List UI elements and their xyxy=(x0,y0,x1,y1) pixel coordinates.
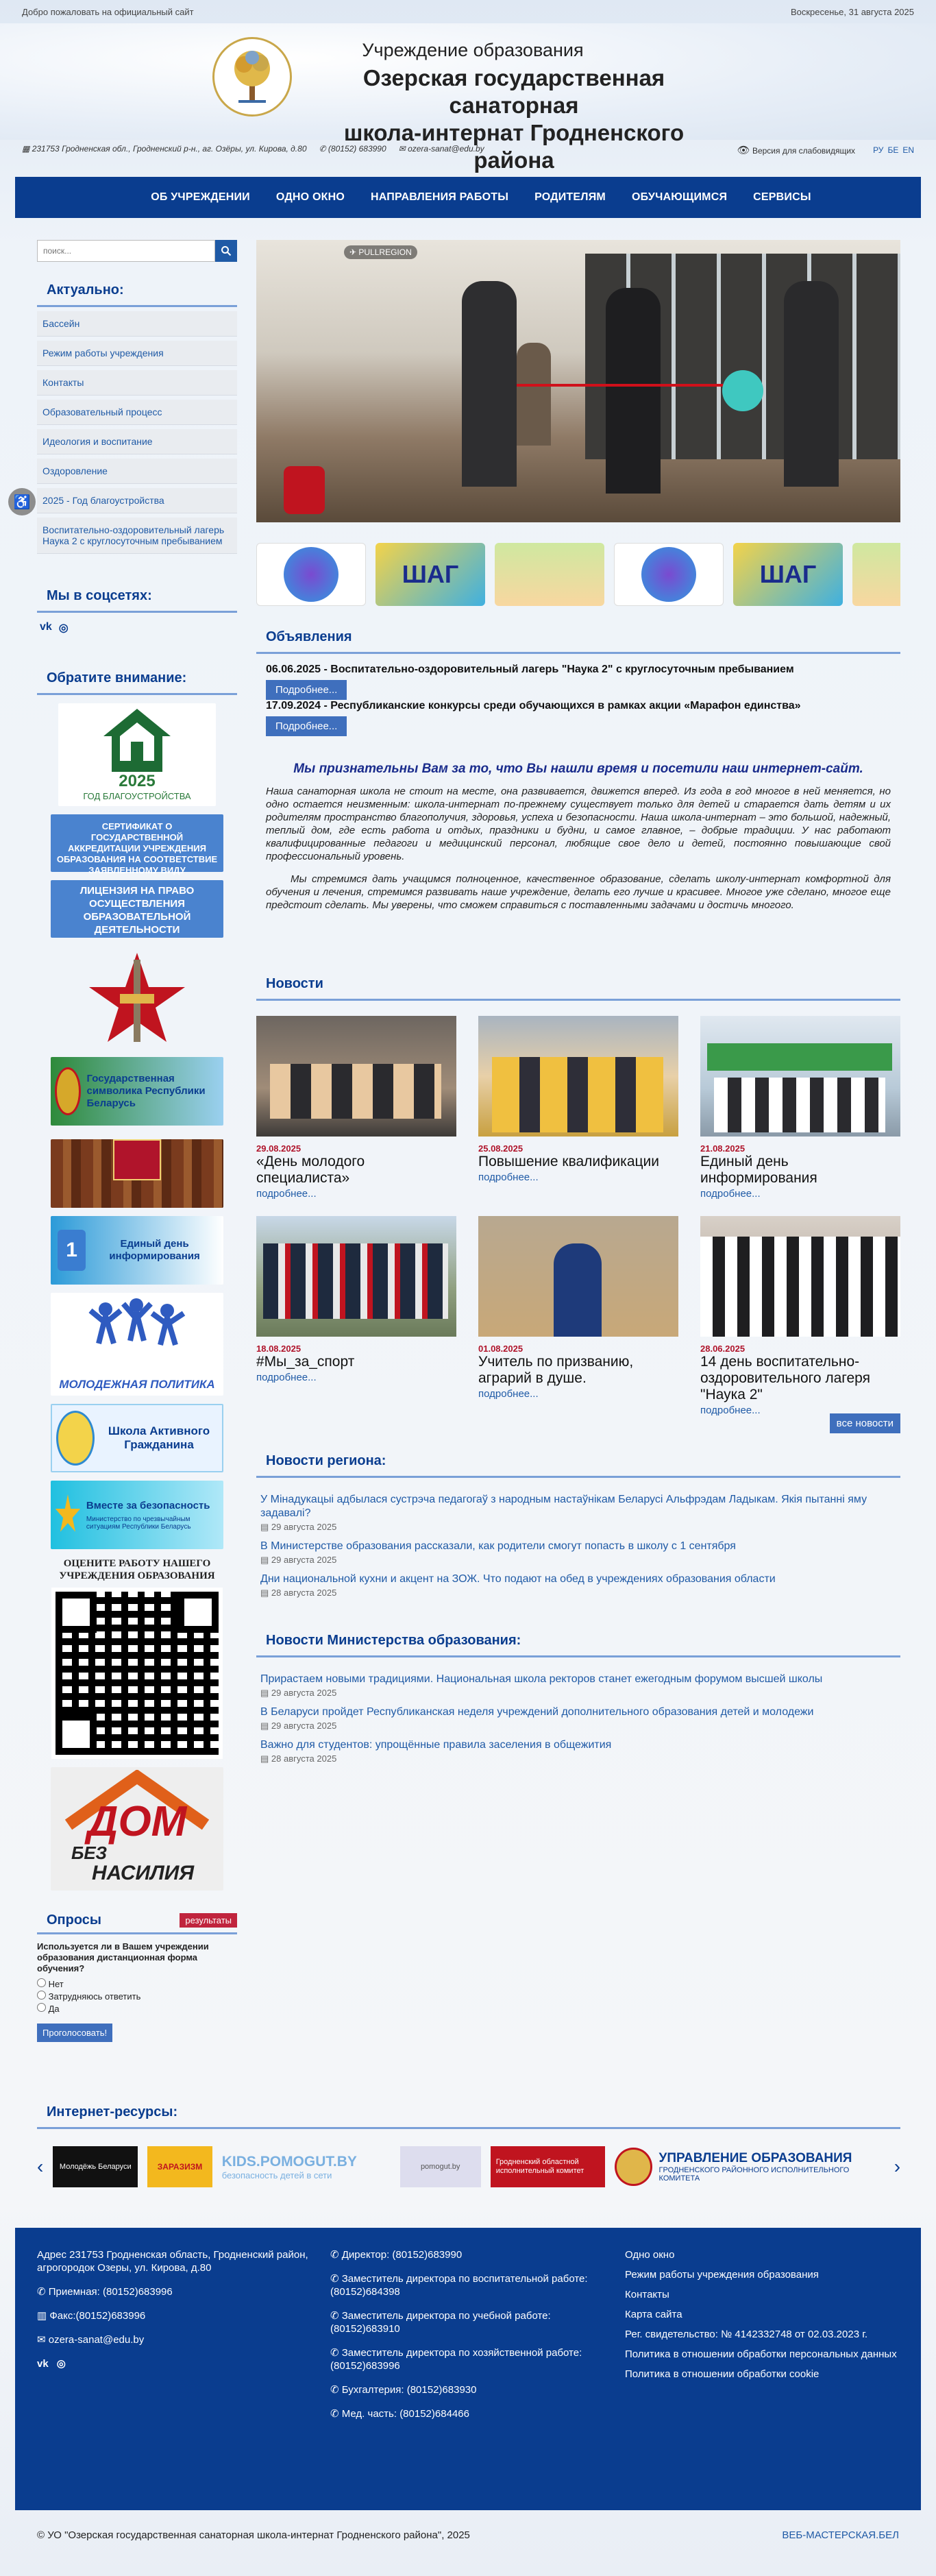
calendar-icon: ▤ xyxy=(260,1588,269,1598)
phone-text: (80152) 683990 xyxy=(328,144,386,154)
banner-youth-text: МОЛОДЕЖНАЯ ПОЛИТИКА xyxy=(59,1378,215,1391)
phone-icon: ✆ xyxy=(319,144,326,154)
banner-memory-star[interactable] xyxy=(82,946,192,1049)
grodno-emblem-icon xyxy=(284,466,325,514)
banner-home-no-violence[interactable] xyxy=(51,1767,223,1891)
news-more[interactable]: подробнее... xyxy=(700,1405,761,1416)
instagram-icon[interactable]: ◎ xyxy=(56,2358,66,2370)
main-nav xyxy=(15,177,921,218)
nav-about[interactable]: ОБ УЧРЕЖДЕНИИ xyxy=(151,191,250,203)
ministry-news-list xyxy=(256,1657,900,1764)
menu-item-education[interactable]: Образовательный процесс xyxy=(37,400,237,425)
calendar-icon: ▤ xyxy=(260,1753,269,1764)
carousel-next-icon[interactable]: › xyxy=(894,2156,901,2177)
phone-icon: ✆ xyxy=(330,2408,339,2420)
building-icon: ▦ xyxy=(22,144,30,154)
welcome-text xyxy=(256,762,900,912)
phone-icon: ✆ xyxy=(330,2310,339,2322)
coat-of-arms-icon xyxy=(55,1067,81,1115)
phone-icon: ✆ xyxy=(330,2273,339,2285)
banner-year-2025[interactable] xyxy=(58,703,216,806)
region-news-item[interactable]: У Мінадукацыі адбылася сустрэча педагогаў з народным настаўнікам Беларусі Альфрэдам Ладыкам. Якія пытанні яму задавалі? xyxy=(260,1494,867,1519)
nav-one-window[interactable]: ОДНО ОКНО xyxy=(275,191,345,203)
announcement-2[interactable]: 17.09.2024 - Республиканские конкурсы среди обучающихся в рамках акции «Марафон единства» xyxy=(266,700,801,712)
news-item[interactable] xyxy=(478,1216,678,1416)
menu-item-ideology[interactable]: Идеология и воспитание xyxy=(37,429,237,454)
all-news-wrap xyxy=(256,1413,900,1437)
calendar-icon: ▤ xyxy=(260,1721,269,1731)
ministry-news-date: ▤ 29 августа 2025 xyxy=(260,1721,337,1731)
dom-small-2: НАСИЛИЯ xyxy=(92,1862,195,1884)
announcement-2-more[interactable]: Подробнее... xyxy=(266,716,347,736)
circle-logo-icon xyxy=(284,547,338,602)
resource-oblispolkom[interactable]: Гродненский областной исполнительный комитет xyxy=(491,2146,606,2187)
footer-link-one-window[interactable]: Одно окно xyxy=(625,2249,675,2261)
poll-option-unsure[interactable]: Затрудняюсь ответить xyxy=(37,1991,237,2002)
all-news-button[interactable]: все новости xyxy=(830,1413,900,1433)
welcome-heading: Мы признательны Вам за то, что Вы нашли время и посетили наш интернет-сайт. xyxy=(293,762,863,776)
news-more[interactable]: подробнее... xyxy=(700,1188,761,1200)
banner-symbols-text: Государственная символика Республики Беларусь xyxy=(86,1073,206,1109)
footer-phone-accounting[interactable]: ✆ Бухгалтерия: (80152)683930 xyxy=(330,2384,477,2396)
calendar-icon: ▤ xyxy=(260,1555,269,1565)
telegram-icon: ✈ xyxy=(349,247,357,257)
language-switcher xyxy=(873,145,914,155)
fax-icon: ▥ xyxy=(37,2310,47,2322)
instagram-icon[interactable]: ◎ xyxy=(58,622,69,634)
news-date: 21.08.2025 xyxy=(700,1143,746,1154)
footer-phone-deputy-edu[interactable]: ✆ Заместитель директора по воспитательной работе: (80152)684398 xyxy=(330,2273,588,2298)
news-image[interactable] xyxy=(478,1016,678,1137)
footer-reg-certificate: Рег. свидетельство: № 4142332748 от 02.03.2023 г. xyxy=(625,2329,868,2340)
ministry-news-item[interactable]: Прирастаем новыми традициями. Национальная школа ректоров станет ежегодным форумом высшей школы xyxy=(260,1673,823,1685)
banner-school-text: Школа Активного Гражданина xyxy=(108,1424,210,1451)
news-title[interactable]: Единый день информирования xyxy=(700,1154,817,1186)
news-title[interactable]: Повышение квалификации xyxy=(478,1154,659,1169)
footer-address: Адрес 231753 Гродненская область, Гродненский район, агрогородок Озеры, ул. Кирова, д.80 xyxy=(37,2249,308,2274)
citizen-emblem-icon xyxy=(56,1411,95,1466)
poll-radio-no[interactable] xyxy=(37,1978,46,1987)
internet-resources xyxy=(37,2098,900,2191)
slider-watermark: ✈ PULLREGION xyxy=(344,245,417,259)
region-news-list xyxy=(256,1478,900,1599)
footer-link-sitemap[interactable]: Карта сайта xyxy=(625,2309,682,2320)
poll-option-yes[interactable]: Да xyxy=(37,2003,237,2014)
thumb-3[interactable] xyxy=(495,543,604,606)
poll-question: Используется ли в Вашем учреждении образования дистанционная форма обучения? xyxy=(37,1941,209,1973)
thumb-carousel xyxy=(256,543,900,606)
resources-carousel xyxy=(37,2143,900,2191)
phone-icon: ✆ xyxy=(330,2384,339,2396)
ministry-news-date: ▤ 28 августа 2025 xyxy=(260,1753,337,1764)
resource-kids-pomogut[interactable]: KIDS.POMOGUT.BY безопасность детей в сети xyxy=(221,2153,357,2180)
rating-qr-code[interactable] xyxy=(51,1588,223,1759)
site-footer xyxy=(15,2228,921,2510)
region-news-item[interactable]: В Министерстве образования рассказали, как родители смогут попасть в школу с 1 сентября xyxy=(260,1540,736,1552)
actual-heading: Актуально: xyxy=(37,276,237,307)
thumb-2[interactable]: ШАГ xyxy=(375,543,485,606)
news-item[interactable] xyxy=(478,1016,678,1200)
resource-pomogut[interactable]: pomogut.by xyxy=(400,2146,481,2187)
footer-col-links xyxy=(625,2248,899,2392)
house-emblem-icon xyxy=(99,706,175,775)
accessibility-label: Версия для слабовидящих xyxy=(752,146,856,156)
attention-heading: Обратите внимание: xyxy=(37,664,237,695)
header-title-line1: Озерская государственная санаторная xyxy=(362,65,665,118)
news-date: 29.08.2025 xyxy=(256,1143,301,1154)
footer-link-contacts[interactable]: Контакты xyxy=(625,2289,669,2300)
footer-fax: ▥ Факс:(80152)683996 xyxy=(37,2310,146,2322)
footer-email[interactable]: ✉ ozera-sanat@edu.by xyxy=(37,2334,145,2346)
lang-ru[interactable]: РУ xyxy=(873,145,884,155)
star-monument-icon xyxy=(86,946,188,1049)
nav-services[interactable]: СЕРВИСЫ xyxy=(753,191,811,203)
accessibility-widget-icon[interactable]: ♿ xyxy=(8,488,36,515)
header-subtitle: Учреждение образования xyxy=(362,40,584,60)
nav-parents[interactable]: РОДИТЕЛЯМ xyxy=(534,191,606,203)
news-heading: Новости xyxy=(256,969,900,1001)
copyright-bar xyxy=(37,2529,899,2541)
footer-social xyxy=(37,2357,318,2370)
photo-slider[interactable] xyxy=(256,240,900,522)
current-date: Воскресенье, 31 августа 2025 xyxy=(790,6,914,17)
email-item[interactable] xyxy=(399,144,484,154)
news-more[interactable]: подробнее... xyxy=(478,1388,539,1400)
welcome-paragraph-1: Наша санаторная школа не стоит на месте, она развивается, движется вперед. Из года в год многое в ней меняется, но одно остается неизменным: школа-интернат по-прежнему существует только для детей и старается дать детям и их родителям пространство благополучия, здоровья, успеха и безопасности. Наша школа-интернат – это большой, надежный, теплый дом, где есть работа и отдых, праздники и будни, и самое главное, – добрые традиции. У нас работают квалифицированные педагоги и медицинский персонал, любящие свое дело и детей, постоянно повышающие свой профессиональный уровень. xyxy=(266,786,891,862)
header-title-line2: школа-интернат Гродненского района xyxy=(343,120,685,173)
footer-link-schedule[interactable]: Режим работы учреждения образования xyxy=(625,2269,819,2281)
search-button[interactable] xyxy=(215,240,237,262)
social-heading: Мы в соцсетях: xyxy=(37,581,237,613)
announcements xyxy=(256,654,900,742)
news-date: 25.08.2025 xyxy=(478,1143,524,1154)
news-date: 01.08.2025 xyxy=(478,1344,524,1354)
footer-col-contacts xyxy=(37,2248,318,2381)
header-contacts xyxy=(22,144,484,154)
actual-menu xyxy=(37,311,237,554)
poll xyxy=(37,1934,237,2042)
banner-books[interactable] xyxy=(51,1139,223,1208)
resource-uo-grodno[interactable]: УПРАВЛЕНИЕ ОБРАЗОВАНИЯ ГРОДНЕНСКОГО РАЙОННОГО ИСПОЛНИТЕЛЬНОГО КОМИТЕТА xyxy=(615,2146,884,2187)
region-news-date: ▤ 29 августа 2025 xyxy=(260,1555,337,1565)
announcement-1[interactable]: 06.06.2025 - Воспитательно-оздоровительный лагерь "Наука 2" с круглосуточным пребыванием xyxy=(266,664,794,675)
phone-icon: ✆ xyxy=(37,2286,46,2298)
news-image[interactable] xyxy=(700,1216,900,1337)
calendar-icon: ▤ xyxy=(260,1522,269,1532)
banner-youth-policy[interactable] xyxy=(51,1293,223,1396)
people-jumping-icon xyxy=(85,1296,188,1371)
menu-item-contacts[interactable]: Контакты xyxy=(37,370,237,396)
search-input[interactable] xyxy=(37,240,215,262)
footer-phone-medical[interactable]: ✆ Мед. часть: (80152)684466 xyxy=(330,2408,469,2420)
carousel-prev-icon[interactable]: ‹ xyxy=(37,2156,44,2177)
news-date: 28.06.2025 xyxy=(700,1344,746,1354)
developer-link[interactable]: ВЕБ-МАСТЕРСКАЯ.БЕЛ xyxy=(782,2529,899,2541)
social-links xyxy=(37,613,237,643)
thumb-4[interactable] xyxy=(614,543,724,606)
region-news-date: ▤ 29 августа 2025 xyxy=(260,1522,337,1532)
news-more[interactable]: подробнее... xyxy=(478,1171,539,1183)
footer-link-privacy[interactable]: Политика в отношении обработки персональных данных xyxy=(625,2348,897,2360)
banner-certificate[interactable]: СЕРТИФИКАТ О ГОСУДАРСТВЕННОЙ АККРЕДИТАЦИИ УЧРЕЖДЕНИЯ ОБРАЗОВАНИЯ НА СООТВЕТСТВИЕ ЗАЯВЛЕННОМУ ВИДУ xyxy=(51,814,223,872)
emblem-icon xyxy=(615,2148,652,2186)
news-title[interactable]: #Мы_за_спорт xyxy=(256,1354,355,1370)
main-content xyxy=(256,240,900,1764)
header-title xyxy=(301,64,726,174)
calendar-icon: 1 xyxy=(58,1230,86,1271)
poll-vote-button[interactable]: Проголосовать! xyxy=(37,2024,112,2042)
ministry-news-date: ▤ 29 августа 2025 xyxy=(260,1688,337,1698)
lang-be[interactable]: БЕ xyxy=(887,145,899,155)
banner-unified-text: Единый день информирования xyxy=(109,1238,200,1262)
menu-item-camp[interactable]: Воспитательно-оздоровительный лагерь Наука 2 с круглосуточным пребыванием xyxy=(37,518,237,554)
menu-item-pool[interactable]: Бассейн xyxy=(37,311,237,337)
news-date: 18.08.2025 xyxy=(256,1344,301,1354)
welcome-paragraph-2: Мы стремимся дать учащимся полноценное, качественное образование, сделать школу-интернат комфортной для обучения и лечения, стремимся развивать наше учреждение, делать его лучше и красивее. Многое уже сделано, многое еще предстоит сделать. Мы уверены, что сможем справиться с поставленными задачами и достичь многого. xyxy=(266,873,891,911)
poll-radio-unsure[interactable] xyxy=(37,1991,46,2000)
qr-title: ОЦЕНИТЕ РАБОТУ НАШЕГО УЧРЕЖДЕНИЯ ОБРАЗОВАНИЯ xyxy=(59,1558,215,1581)
poll-header xyxy=(37,1908,237,1934)
footer-link-cookie[interactable]: Политика в отношении обработки cookie xyxy=(625,2368,820,2380)
news-image[interactable] xyxy=(256,1216,456,1337)
sidebar xyxy=(37,240,237,2042)
dom-small-1: БЕЗ xyxy=(71,1843,108,1863)
thumb-1[interactable] xyxy=(256,543,366,606)
news-image[interactable] xyxy=(256,1016,456,1137)
vk-icon[interactable]: vk xyxy=(37,2358,49,2370)
menu-item-schedule[interactable]: Режим работы учреждения xyxy=(37,341,237,366)
calendar-icon: ▤ xyxy=(260,1688,269,1698)
thumb-5[interactable]: ШАГ xyxy=(733,543,843,606)
copyright-text: © УО "Озерская государственная санаторная школа-интернат Гродненского района", 2025 xyxy=(37,2529,470,2541)
ministry-news-item[interactable]: Важно для студентов: упрощённые правила заселения в общежития xyxy=(260,1739,612,1751)
region-news-date: ▤ 28 августа 2025 xyxy=(260,1588,337,1598)
footer-reception[interactable]: ✆ Приемная: (80152)683996 xyxy=(37,2286,173,2298)
news-image[interactable] xyxy=(700,1016,900,1137)
news-item[interactable] xyxy=(700,1216,900,1416)
search-icon xyxy=(221,245,232,256)
news-more[interactable]: подробнее... xyxy=(256,1372,317,1383)
poll-title: Опросы xyxy=(47,1912,102,1928)
eye-icon: 👁 xyxy=(737,145,750,156)
announcements-heading: Объявления xyxy=(256,622,900,654)
news-title[interactable]: «День молодого специалиста» xyxy=(256,1154,365,1186)
footer-phone-deputy-study[interactable]: ✆ Заместитель директора по учебной работе: (80152)683910 xyxy=(330,2310,551,2335)
header-controls xyxy=(737,144,914,156)
banner-unified-day[interactable] xyxy=(51,1216,223,1285)
banner-2025-year: 2025 xyxy=(119,772,156,790)
poll-radio-yes[interactable] xyxy=(37,2003,46,2012)
circle-logo-icon-2 xyxy=(641,547,696,602)
banner-safety-text: Вместе за безопасность xyxy=(86,1499,210,1511)
banner-active-citizen[interactable] xyxy=(51,1404,223,1472)
mail-icon: ✉ xyxy=(398,144,406,154)
news-more[interactable]: подробнее... xyxy=(256,1188,317,1200)
poll-option-no[interactable]: Нет xyxy=(37,1978,237,1989)
thumb-6[interactable] xyxy=(852,543,900,606)
phone-item[interactable] xyxy=(319,144,386,154)
banner-2025-sub: ГОД БЛАГОУСТРОЙСТВА xyxy=(83,791,191,801)
phone-icon: ✆ xyxy=(330,2249,339,2261)
banner-safety[interactable] xyxy=(51,1481,223,1549)
ministry-news-item[interactable]: В Беларуси пройдет Республиканская неделя учреждений дополнительного образования детей и молодежи xyxy=(260,1706,814,1718)
poll-results-button[interactable]: результаты xyxy=(180,1913,237,1928)
news-grid xyxy=(256,1016,900,1416)
footer-phone-deputy-eco[interactable]: ✆ Заместитель директора по хозяйственной работе: (80152)683996 xyxy=(330,2347,582,2372)
news-title[interactable]: Учитель по призванию, аграрий в душе. xyxy=(478,1354,634,1386)
banner-state-symbols[interactable] xyxy=(51,1057,223,1126)
search-box xyxy=(37,240,237,262)
welcome-text: Добро пожаловать на официальный сайт xyxy=(22,6,194,17)
resource-zarazism[interactable]: ЗАРАЗИЗМ xyxy=(147,2146,212,2187)
news-item[interactable] xyxy=(256,1216,456,1416)
banner-safety-sub: Министерство по чрезвычайным ситуациям Республики Беларусь xyxy=(86,1515,191,1531)
resources-heading: Интернет-ресурсы: xyxy=(37,2098,900,2129)
top-bar xyxy=(0,0,936,23)
address-item xyxy=(22,144,307,154)
nav-students[interactable]: ОБУЧАЮЩИМСЯ xyxy=(631,191,728,203)
vk-icon[interactable]: vk xyxy=(40,621,52,633)
lang-en[interactable]: EN xyxy=(902,145,914,155)
address-text: 231753 Гродненская обл., Гродненский р-н., аг. Озёры, ул. Кирова, д.80 xyxy=(32,144,307,154)
region-news-item[interactable]: Дни национальной кухни и акцент на ЗОЖ. Что подают на обед в учреждениях образования области xyxy=(260,1573,776,1585)
announcement-1-more[interactable]: Подробнее... xyxy=(266,680,347,700)
footer-col-phones xyxy=(330,2248,591,2431)
mchs-star-icon xyxy=(55,1494,81,1535)
news-item[interactable] xyxy=(700,1016,900,1200)
school-logo[interactable] xyxy=(212,37,292,117)
dom-big-text: ДОМ xyxy=(87,1798,187,1845)
banner-license[interactable]: ЛИЦЕНЗИЯ НА ПРАВО ОСУЩЕСТВЛЕНИЯ ОБРАЗОВАТЕЛЬНОЙ ДЕЯТЕЛЬНОСТИ xyxy=(51,880,223,938)
news-item[interactable] xyxy=(256,1016,456,1200)
phone-icon: ✆ xyxy=(330,2347,339,2359)
ministry-news-heading: Новости Министерства образования: xyxy=(256,1626,900,1657)
resource-youth[interactable]: Молодёжь Беларуси xyxy=(53,2146,138,2187)
home-icon[interactable] xyxy=(112,189,138,206)
footer-phone-director[interactable]: ✆ Директор: (80152)683990 xyxy=(330,2249,463,2261)
menu-item-health[interactable]: Оздоровление xyxy=(37,459,237,484)
book-icon xyxy=(113,1139,161,1180)
tree-logo-icon xyxy=(218,42,286,111)
email-text: ozera-sanat@edu.by xyxy=(408,144,484,154)
accessibility-link[interactable] xyxy=(737,144,856,156)
region-news-heading: Новости региона: xyxy=(256,1446,900,1478)
nav-directions[interactable]: НАПРАВЛЕНИЯ РАБОТЫ xyxy=(370,191,509,203)
menu-item-year-2025[interactable]: 2025 - Год благоустройства xyxy=(37,488,237,513)
news-title[interactable]: 14 день воспитательно-оздоровительного лагеря "Наука 2" xyxy=(700,1354,870,1402)
mail-icon: ✉ xyxy=(37,2334,46,2346)
news-image[interactable] xyxy=(478,1216,678,1337)
